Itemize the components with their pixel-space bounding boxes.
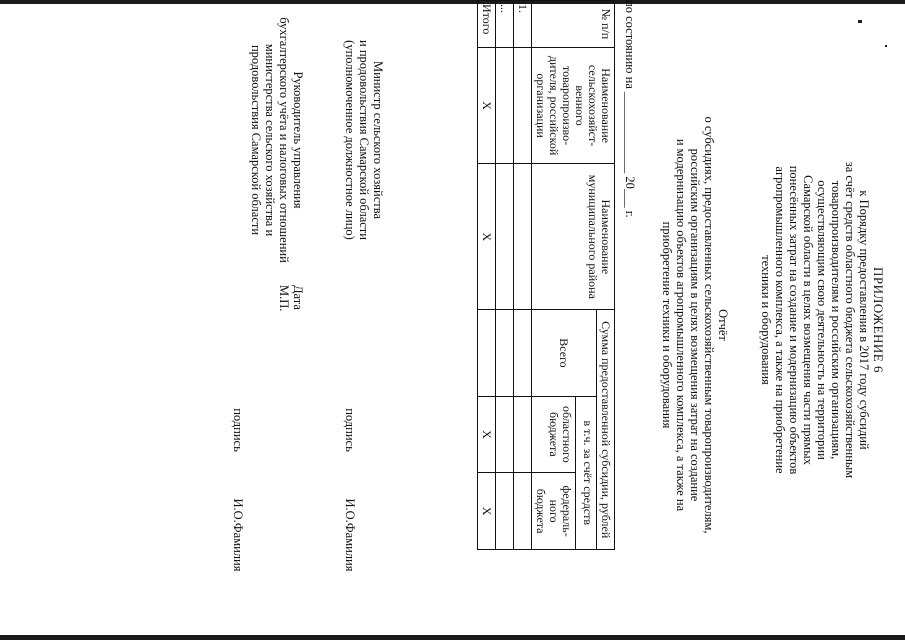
cell-num: 1. (514, 1, 532, 48)
report-line: приобретение техники и оборудования (660, 221, 674, 429)
header-org: Наименование сельскохозяйст-венного товаропроизво-дителя, российской организации (532, 47, 615, 164)
table-total-row (478, 1, 496, 550)
appendix-line: товаропроизводителям и российским организациям, (829, 180, 843, 460)
accounting-sign-label (231, 395, 245, 465)
cell-regional (514, 396, 532, 473)
cell-regional: Х (478, 396, 496, 473)
report-date-line: по состоянию на _____________ 20___ г. (623, 0, 637, 218)
header-total: Всего (532, 310, 597, 396)
minister-line: (уполномоченное должностное лицо) (343, 40, 357, 240)
accounting-sign-text: подпись (231, 408, 245, 452)
accounting-line: бухгалтерского учёта и налоговых отношений (277, 17, 291, 263)
accounting-line: продовольствия Самарской области (249, 44, 263, 236)
report-line: российским организациям в целях возмещения затрат на создание (688, 148, 702, 502)
appendix-line: техники и оборудования (759, 255, 773, 385)
cell-district (496, 164, 514, 310)
appendix-line: к Порядку предоставления в 2017 году субсидий (857, 190, 871, 450)
subsidy-table (477, 0, 615, 550)
cell-federal: Х (478, 473, 496, 550)
appendix-line: агропромышленного комплекса, а также на приобретение (773, 166, 787, 474)
cell-num: ... (496, 1, 514, 48)
date-label: Дата (291, 285, 305, 310)
table-row (496, 1, 514, 550)
table-header-row (597, 1, 615, 550)
minister-position (343, 0, 385, 280)
stamp-label: М.П. (277, 285, 291, 312)
minister-name (343, 480, 357, 590)
minister-name-text: И.О.Фамилия (343, 498, 357, 572)
appendix-line: осуществляющим свою деятельность на территории (815, 180, 829, 460)
cell-district: Х (478, 164, 496, 310)
report-heading (660, 10, 730, 640)
report-line: о субсидиях, предоставленных сельскохозяйственным товаропроизводителям, (702, 116, 716, 534)
cell-total-label: Итого (478, 1, 496, 48)
header-incl: в т.ч. за счёт средств (576, 396, 597, 549)
accounting-position (249, 0, 305, 280)
report-line: и модернизацию объектов агропромышленного комплекса, а также на (674, 138, 688, 512)
accounting-name (231, 480, 245, 590)
header-district: Наименование муниципального района (532, 164, 615, 310)
cell-org: Х (478, 47, 496, 164)
cell-total (496, 310, 514, 396)
cell-org (496, 47, 514, 164)
header-federal: федераль-ного бюджета (532, 473, 576, 550)
accounting-line: министерства сельского хозяйства и (263, 43, 277, 237)
header-sum: Сумма предоставленной субсидии, рублей (597, 310, 615, 550)
cell-org (514, 47, 532, 164)
accounting-name-text: И.О.Фамилия (231, 498, 245, 572)
table-row (514, 1, 532, 550)
cell-federal (496, 473, 514, 550)
minister-sign-label (343, 395, 357, 465)
minister-sign-text: подпись (343, 408, 357, 452)
appendix-line: понесённых затрат на создание и модернизацию объектов (787, 165, 801, 475)
minister-line: Министр сельского хозяйства (371, 60, 385, 220)
appendix-line: за счёт средств областного бюджета сельскохозяйственным (843, 161, 857, 479)
appendix-line: Самарской области в целях возмещения части прямых (801, 175, 815, 465)
appendix-header (759, 60, 885, 580)
appendix-title: ПРИЛОЖЕНИЕ 6 (871, 267, 886, 373)
cell-district (514, 164, 532, 310)
cell-total (478, 310, 496, 396)
report-title: Отчёт (716, 309, 730, 341)
cell-federal (514, 473, 532, 550)
header-num: № п/п (532, 1, 615, 48)
minister-line: и продовольствия Самарской области (357, 40, 371, 240)
cell-regional (496, 396, 514, 473)
cell-total (514, 310, 532, 396)
minister-signature-block (325, 0, 385, 600)
accounting-line: Руководитель управления (291, 71, 305, 209)
header-regional: областного бюджета (532, 396, 576, 473)
